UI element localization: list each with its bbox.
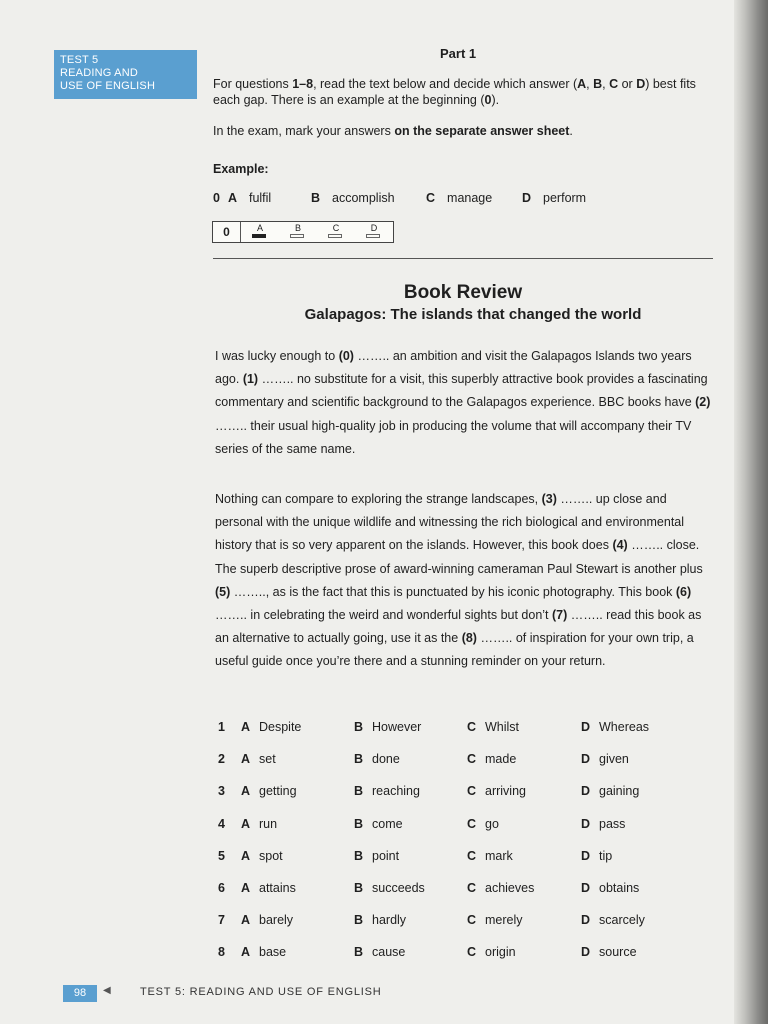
gap-number: (7) — [552, 608, 568, 623]
option-letter-c: C — [467, 784, 477, 799]
paragraph-segment: …….. their usual high-quality job in producing the volume that will accompany their TV series of the same name. — [215, 418, 692, 456]
option-letter-d: D — [581, 720, 591, 734]
option-letter-b: B — [354, 816, 364, 831]
option-word-c: arriving — [485, 784, 526, 799]
gap-number: (6) — [675, 584, 692, 599]
instr-bold: on the separate answer sheet — [394, 124, 570, 138]
paragraph-segment: Nothing can compare to exploring the strange landscapes, — [215, 492, 542, 506]
instr-text: For questions — [213, 77, 293, 91]
instr-letter: D — [636, 77, 646, 91]
option-letter-c: C — [467, 913, 477, 928]
option-word-b: However — [372, 720, 422, 734]
option-word-c: go — [485, 816, 499, 831]
instr-text: , — [586, 77, 594, 91]
paragraph-segment: …….., as is the fact that this is punctuated by his iconic photography. This book — [230, 584, 676, 599]
article-paragraph-2 — [215, 488, 715, 674]
option-word-c: origin — [485, 945, 516, 960]
answer-grid-cell-a — [241, 222, 279, 242]
answer-grid-number: 0 — [213, 222, 241, 242]
option-word-a: Despite — [259, 720, 302, 734]
option-word-d: source — [599, 945, 637, 960]
option-word-c: mark — [485, 848, 513, 863]
article-title: Book Review — [403, 282, 523, 303]
option-letter-c: C — [467, 720, 477, 734]
question-number: 5 — [218, 848, 225, 863]
option-letter-c: C — [467, 816, 477, 831]
instructions-paragraph — [213, 76, 713, 108]
example-option-d — [522, 191, 586, 205]
option-word-d: Whereas — [599, 720, 650, 734]
option-word-b: hardly — [372, 913, 407, 928]
option-word: perform — [543, 191, 587, 205]
badge-line: TEST 5 — [60, 54, 99, 66]
option-letter-b: B — [354, 784, 364, 799]
question-row — [218, 752, 698, 772]
paragraph-text — [215, 488, 715, 674]
question-row — [218, 817, 698, 837]
option-letter-a: A — [241, 816, 251, 831]
option-word: accomplish — [332, 191, 395, 205]
option-letter: A — [227, 191, 237, 205]
instr-text: In the exam, mark your answers — [213, 124, 395, 138]
option-letter-d: D — [581, 881, 591, 895]
option-word-b: come — [372, 816, 403, 831]
question-row — [218, 913, 698, 933]
option-letter-d: D — [581, 816, 591, 831]
answer-mark-filled — [252, 234, 266, 238]
answer-grid-letter: B — [294, 223, 301, 233]
article-paragraph-1 — [215, 345, 715, 461]
instr-text: ) best fits each gap. There is an example at the beginning ( — [213, 77, 696, 107]
example-option-b — [311, 191, 395, 205]
gap-number: (0) — [338, 349, 354, 363]
instr-letter: B — [593, 77, 603, 91]
option-letter-c: C — [467, 881, 477, 895]
option-letter-a: A — [241, 720, 251, 734]
option-letter-a: A — [241, 945, 251, 960]
instr-text: or — [618, 77, 637, 91]
option-letter: B — [311, 191, 321, 205]
option-letter-b: B — [354, 848, 364, 863]
option-word-a: getting — [259, 784, 297, 799]
paragraph-segment: I was lucky enough to — [215, 349, 339, 363]
option-letter-c: C — [467, 945, 477, 960]
option-word-b: point — [372, 848, 400, 863]
instr-text: , — [602, 77, 610, 91]
gap-number: (4) — [612, 538, 628, 553]
answer-mark-empty — [290, 234, 304, 238]
option-word-d: scarcely — [599, 913, 645, 928]
option-word-a: attains — [259, 881, 296, 895]
answer-grid-cell-b — [279, 222, 317, 242]
option-letter-b: B — [354, 881, 364, 895]
gap-number: (1) — [242, 372, 259, 387]
instr-letter: A — [577, 77, 587, 91]
example-option-a — [213, 191, 271, 205]
badge-line: READING AND — [60, 67, 138, 79]
gap-number: (2) — [695, 395, 711, 410]
option-word-c: achieves — [485, 881, 535, 895]
answer-mark-empty — [328, 234, 342, 238]
answer-grid-cell-c — [317, 222, 355, 242]
footer-section-title: TEST 5: READING AND USE OF ENGLISH — [140, 986, 382, 998]
option-word-a: spot — [259, 848, 283, 863]
option-letter-d: D — [581, 848, 591, 863]
option-word-d: given — [599, 752, 629, 767]
option-letter-d: D — [581, 945, 591, 960]
gap-number: (3) — [541, 492, 557, 506]
question-row — [218, 720, 698, 740]
option-word-c: merely — [485, 913, 523, 928]
example-answer-grid — [212, 221, 394, 243]
answer-grid-letter: A — [256, 223, 263, 233]
option-word-b: done — [372, 752, 400, 767]
option-word-a: set — [259, 752, 276, 767]
question-number: 6 — [218, 881, 225, 895]
option-letter-d: D — [581, 913, 591, 928]
answer-mark-empty — [366, 234, 380, 238]
question-number: 1 — [218, 720, 225, 734]
instr-text: . — [569, 124, 573, 138]
question-number: 4 — [218, 816, 225, 831]
option-letter-a: A — [241, 881, 251, 895]
option-letter-c: C — [467, 848, 477, 863]
question-number: 8 — [218, 945, 225, 960]
badge-line: USE OF ENGLISH — [60, 80, 156, 92]
option-word-b: reaching — [372, 784, 420, 799]
answer-grid-letter: D — [370, 223, 378, 233]
paragraph-segment: …….. in celebrating the weird and wonderful sights but don’t — [215, 608, 552, 623]
question-row — [218, 784, 698, 804]
page-number: 98 — [63, 985, 97, 1002]
question-row — [218, 945, 698, 965]
test-section-badge — [54, 50, 197, 99]
instr-range: 1–8 — [292, 77, 314, 91]
option-letter: C — [426, 191, 436, 205]
option-word: fulfil — [248, 191, 272, 205]
paragraph-segment: …….. read this book as an alternative to actually going, use it as the — [215, 608, 702, 646]
answer-grid-cell-d — [355, 222, 393, 242]
instr-letter: C — [609, 77, 619, 91]
example-option-c — [426, 191, 492, 205]
instructions-answer-sheet — [213, 124, 573, 138]
option-word-d: gaining — [599, 784, 640, 799]
example-number: 0 — [213, 191, 220, 205]
option-word-b: succeeds — [372, 881, 425, 895]
paragraph-segment: …….. of inspiration for your own trip, a useful guide once you’re there and a stunning reminder on your return. — [215, 631, 694, 669]
answer-grid-letter: C — [332, 223, 340, 233]
option-letter-b: B — [354, 913, 364, 928]
option-word-a: base — [259, 945, 287, 960]
option-letter-b: B — [354, 945, 364, 960]
instr-text: ). — [491, 93, 500, 107]
section-divider — [213, 258, 713, 259]
option-word-c: made — [485, 752, 517, 767]
paragraph-segment: …….. up close and personal with the unique wildlife and witnessing the rich biological and environmental history that is so very apparent on the islands. However, this book does — [215, 492, 685, 553]
question-number: 7 — [218, 913, 225, 928]
page-arrow-icon: ◀ — [103, 985, 111, 996]
option-word-d: tip — [599, 848, 613, 863]
question-number: 2 — [218, 752, 225, 767]
option-letter-c: C — [467, 752, 477, 767]
option-word: manage — [447, 191, 493, 205]
option-letter-b: B — [354, 720, 364, 734]
option-letter-a: A — [241, 913, 251, 928]
example-label: Example: — [213, 162, 269, 176]
book-spine-shadow — [734, 0, 768, 1024]
option-word-c: Whilst — [485, 720, 520, 734]
option-word-d: obtains — [599, 881, 640, 895]
part-title: Part 1 — [440, 46, 477, 61]
gap-number: (5) — [215, 584, 231, 599]
option-letter: D — [522, 191, 532, 205]
article-subtitle: Galapagos: The islands that changed the world — [304, 306, 642, 323]
option-word-d: pass — [599, 816, 626, 831]
question-row — [218, 881, 698, 901]
paragraph-text — [215, 345, 715, 461]
question-row — [218, 849, 698, 869]
instr-text: , read the text below and decide which answer ( — [313, 77, 578, 91]
option-letter-a: A — [241, 784, 251, 799]
option-letter-a: A — [241, 848, 251, 863]
option-word-a: barely — [259, 913, 294, 928]
option-letter-b: B — [354, 752, 364, 767]
instr-zero: 0 — [484, 93, 492, 107]
option-letter-a: A — [241, 752, 251, 767]
paragraph-segment: …….. no substitute for a visit, this superbly attractive book provides a fascinating commentary and scientific background to the Galapagos experience. BBC books have — [215, 372, 708, 410]
option-word-a: run — [259, 816, 278, 831]
paragraph-segment: …….. an ambition and visit the Galapagos Islands two years ago. — [215, 349, 692, 387]
option-word-b: cause — [372, 945, 406, 960]
question-number: 3 — [218, 784, 225, 799]
paragraph-segment: …….. close. The superb descriptive prose of award-winning cameraman Paul Stewart is another plus — [215, 538, 703, 576]
gap-number: (8) — [461, 631, 477, 646]
option-letter-d: D — [581, 784, 591, 799]
option-letter-d: D — [581, 752, 591, 767]
